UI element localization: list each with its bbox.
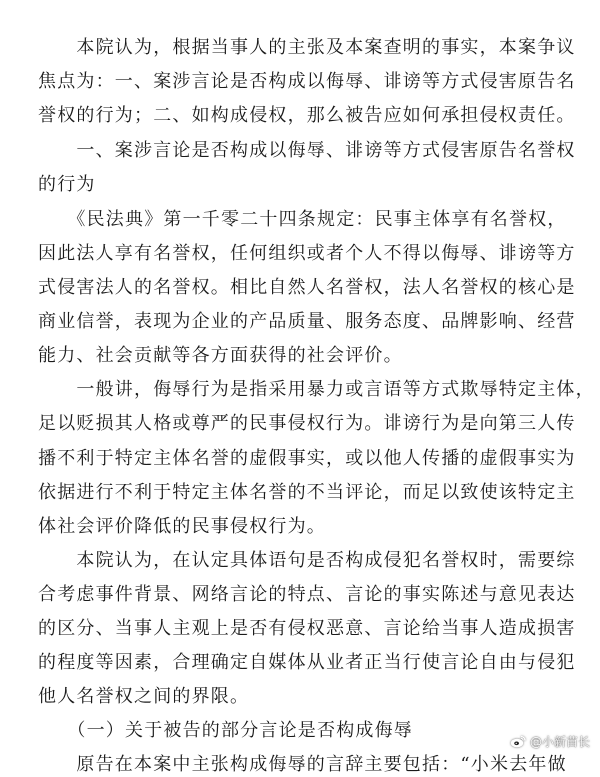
paragraph-line: 《民法典》第一千零二十四条规定：民事主体享有名誉权， (38, 209, 567, 230)
paragraph-line: 本院认为，根据当事人的主张及本案查明的事实，本案争议 (38, 37, 576, 58)
subsection-heading-line: （一）关于被告的部分言论是否构成侮辱 (38, 720, 413, 741)
paragraph-line: 的区分、当事人主观上是否有侵权恶意、言论给当事人造成损害 (38, 618, 576, 639)
paragraph-line: 誉权的行为；二、如构成侵权，那么被告应如何承担侵权责任。 (38, 105, 576, 126)
paragraph-line: 式侵害法人的名誉权。相比自然人名誉权，法人名誉权的核心是 (38, 277, 576, 298)
paragraph-line: 合考虑事件背景、网络言论的特点、言论的事实陈述与意见表达 (38, 584, 576, 605)
paragraph-line: 商业信誉，表现为企业的产品质量、服务态度、品牌影响、经营 (38, 311, 576, 332)
paragraph-line: 能力、社会贡献等各方面获得的社会评价。 (38, 345, 403, 366)
weibo-watermark (510, 733, 590, 750)
paragraph-line: 足以贬损其人格或尊严的民事侵权行为。诽谤行为是向第三人传 (38, 413, 576, 434)
section-heading-line: 的行为 (38, 174, 96, 195)
paragraph-line: 的程度等因素，合理确定自媒体从业者正当行使言论自由与侵犯 (38, 652, 576, 673)
paragraph-line: 原告在本案中主张构成侮辱的言辞主要包括：“小米去年做 (38, 754, 567, 775)
paragraph-line: 焦点为：一、案涉言论是否构成以侮辱、诽谤等方式侵害原告名 (38, 71, 576, 92)
watermark-text: @小新苗长 (529, 735, 590, 749)
paragraph-line: 因此法人享有名誉权，任何组织或者个人不得以侮辱、诽谤等方 (38, 243, 576, 264)
paragraph-line: 体社会评价降低的民事侵权行为。 (38, 516, 326, 537)
paragraph-line: 依据进行不利于特定主体名誉的不当评论，而足以致使该特定主 (38, 482, 576, 503)
paragraph-line: 他人名誉权之间的界限。 (38, 686, 250, 707)
paragraph-line: 播不利于特定主体名誉的虚假事实，或以他人传播的虚假事实为 (38, 448, 576, 469)
paragraph-line: 本院认为，在认定具体语句是否构成侵犯名誉权时，需要综 (38, 550, 576, 571)
paragraph-line: 一般讲，侮辱行为是指采用暴力或言语等方式欺辱特定主体， (38, 379, 595, 400)
weibo-icon (510, 735, 526, 748)
section-heading-line: 一、案涉言论是否构成以侮辱、诽谤等方式侵害原告名誉权 (38, 140, 576, 161)
